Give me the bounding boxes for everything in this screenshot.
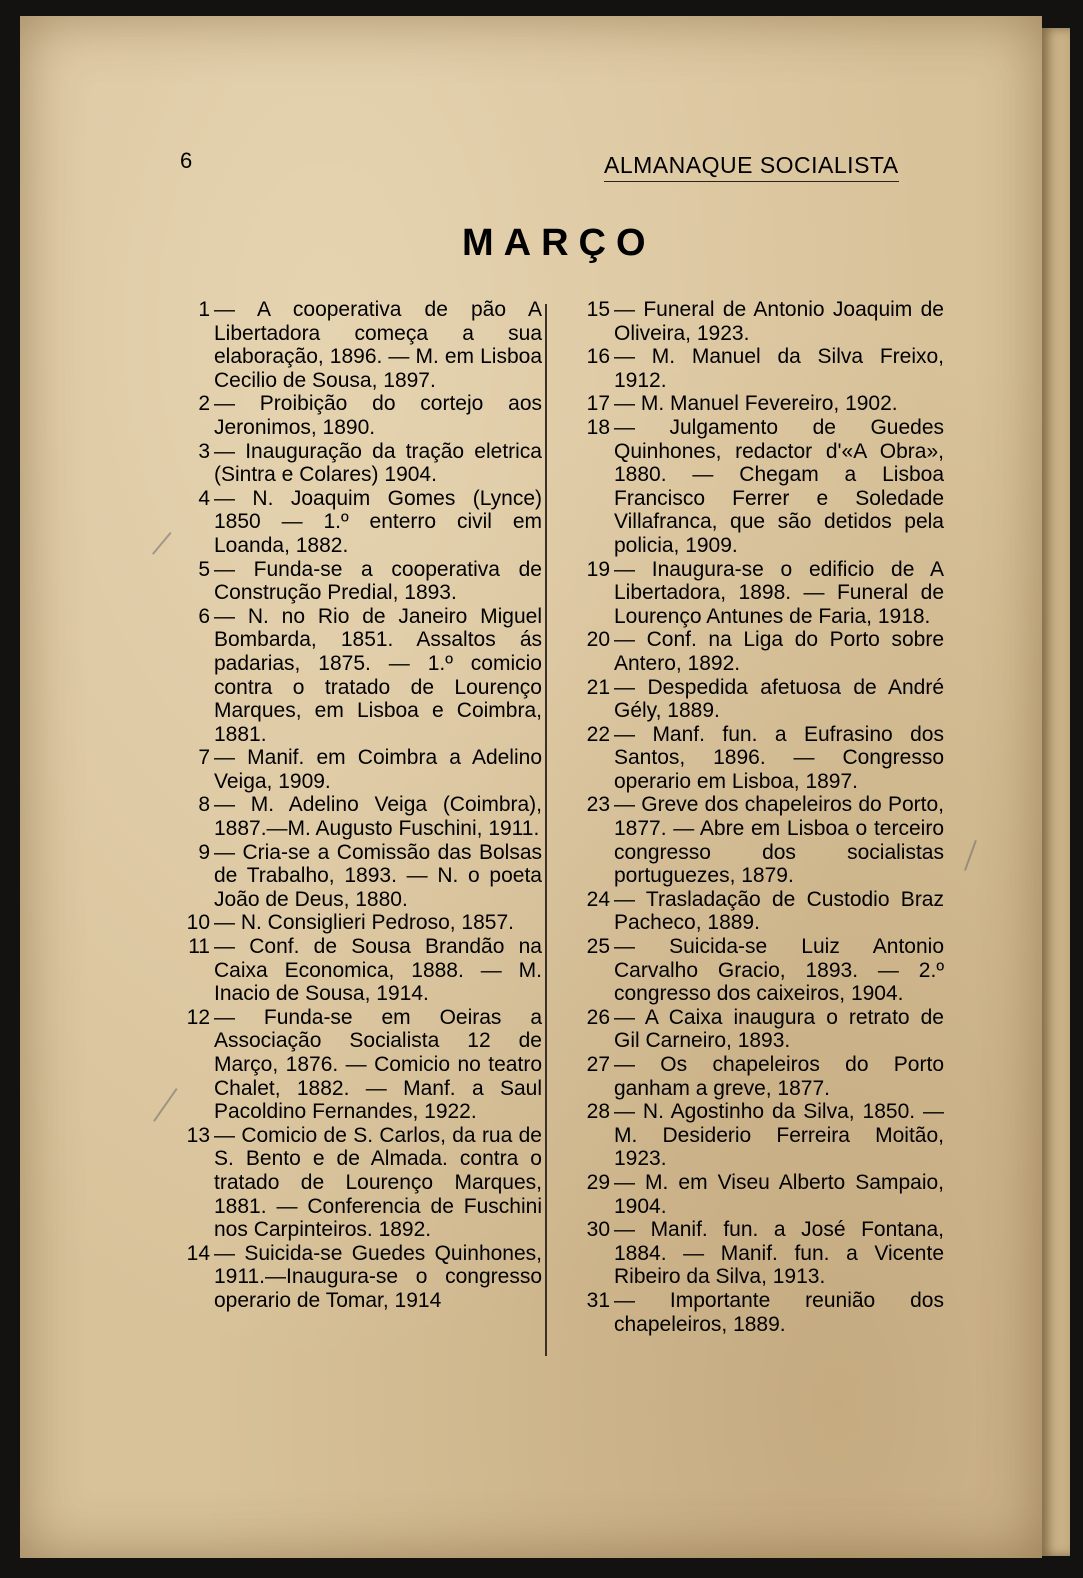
calendar-entry — [166, 392, 542, 439]
entry-text: — Despedida afetuosa de André Gély, 1889. — [614, 675, 944, 723]
entry-day: 18 — [586, 415, 610, 439]
entry-day: 7 — [198, 746, 210, 770]
entry-text: — Funda-se a cooperativa de Construção Predial, 1893. — [214, 557, 542, 605]
entry-text: — N. Joaquim Gomes (Lynce) 1850 — 1.º enterro civil em Loanda, 1882. — [214, 486, 542, 557]
entry-day: 26 — [586, 1005, 610, 1029]
calendar-entry — [166, 605, 542, 747]
entry-day: 2 — [198, 392, 210, 416]
calendar-entry — [566, 1006, 944, 1053]
calendar-entry — [566, 1053, 944, 1100]
entry-day: 14 — [186, 1241, 210, 1265]
entry-text: — Conf. de Sousa Brandão na Caixa Economica, 1888. — M. Inacio de Sousa, 1914. — [214, 935, 542, 1006]
entry-day: 6 — [198, 604, 210, 628]
entry-day: 22 — [586, 722, 610, 746]
entry-day: 13 — [186, 1123, 210, 1147]
entry-text: — M. Manuel da Silva Freixo, 1912. — [614, 345, 944, 392]
calendar-entry — [566, 1100, 944, 1171]
entry-day: 1 — [198, 298, 210, 321]
right-column — [566, 298, 944, 1336]
calendar-entry — [166, 746, 542, 793]
entry-text: — M. em Viseu Alberto Sampaio, 1904. — [614, 1170, 944, 1218]
calendar-entry — [566, 558, 944, 629]
entry-text: — Funeral de Antonio Joaquim de Oliveira, 1923. — [614, 298, 944, 345]
calendar-entry — [566, 935, 944, 1006]
entry-day: 10 — [186, 911, 210, 935]
entry-day: 21 — [586, 675, 610, 699]
calendar-entry — [166, 487, 542, 558]
entry-day: 17 — [586, 392, 610, 416]
entry-text: — N. no Rio de Janeiro Miguel Bombarda, 1851. Assaltos ás padarias, 1875. — 1.º comicio contra o tratado de Lourenço Marques, em Lisboa e Coimbra, 1881. — [214, 604, 542, 746]
calendar-entry — [566, 416, 944, 558]
entry-day: 8 — [198, 793, 210, 817]
entry-text: — Importante reunião dos chapeleiros, 1889. — [614, 1288, 944, 1336]
calendar-entry — [566, 298, 944, 345]
entry-text: — Julgamento de Guedes Quinhones, redactor d'«A Obra», 1880. — Chegam a Lisboa Francisco Ferrer e Soledade Villafranca, que são detidos pela policia, 1909. — [614, 415, 944, 557]
entry-day: 16 — [586, 345, 610, 369]
entry-text: — Inaugura-se o edificio de A Libertadora, 1898. — Funeral de Lourenço Antunes de Faria, 1918. — [614, 557, 944, 628]
calendar-entry — [166, 1242, 542, 1313]
entry-text: — Funda-se em Oeiras a Associação Socialista 12 de Março, 1876. — Comicio no teatro Chalet, 1882. — Manf. a Saul Pacoldino Fernandes, 1922. — [214, 1005, 542, 1124]
calendar-entry — [166, 440, 542, 487]
calendar-entry — [566, 392, 944, 416]
entry-day: 31 — [586, 1288, 610, 1312]
calendar-entry — [566, 1171, 944, 1218]
page-edge — [1042, 28, 1070, 1556]
entry-text: — Cria-se a Comissão das Bolsas de Trabalho, 1893. — N. o poeta João de Deus, 1880. — [214, 840, 542, 911]
calendar-entry — [566, 628, 944, 675]
entry-day: 25 — [586, 935, 610, 959]
entry-day: 23 — [586, 793, 610, 817]
entry-text: — M. Adelino Veiga (Coimbra), 1887.—M. Augusto Fuschini, 1911. — [214, 793, 542, 841]
page-number: 6 — [180, 148, 193, 173]
entry-day: 28 — [586, 1100, 610, 1124]
calendar-entry — [166, 935, 542, 1006]
column-divider — [545, 304, 547, 1356]
entry-text: — Suicida-se Guedes Quinhones, 1911.—Inaugura-se o congresso operario de Tomar, 1914 — [214, 1241, 542, 1312]
entry-day: 5 — [198, 557, 210, 581]
entry-text: — Manf. fun. a Eufrasino dos Santos, 1896. — Congresso operario em Lisboa, 1897. — [614, 722, 944, 793]
entry-day: 3 — [198, 439, 210, 463]
entry-text: — Conf. na Liga do Porto sobre Antero, 1892. — [614, 628, 944, 675]
running-title: ALMANAQUE SOCIALISTA — [604, 152, 899, 182]
calendar-entry — [166, 1006, 542, 1124]
entry-day: 27 — [586, 1053, 610, 1076]
calendar-entry — [166, 1124, 542, 1242]
calendar-entry — [566, 345, 944, 392]
entry-day: 15 — [586, 298, 610, 321]
entry-text: — Inauguração da tração eletrica (Sintra e Colares) 1904. — [214, 439, 542, 487]
entry-text: — Trasladação de Custodio Braz Pacheco, 1889. — [614, 887, 944, 935]
entry-day: 20 — [586, 628, 610, 652]
entry-day: 12 — [186, 1005, 210, 1029]
entry-text: — Suicida-se Luiz Antonio Carvalho Gracio, 1893. — 2.º congresso dos caixeiros, 1904. — [614, 935, 944, 1006]
calendar-entry — [166, 298, 542, 392]
calendar-entry — [566, 676, 944, 723]
calendar-entry — [566, 723, 944, 794]
entry-day: 29 — [586, 1170, 610, 1194]
calendar-entry — [566, 793, 944, 887]
entry-day: 4 — [198, 486, 210, 510]
entry-day: 19 — [586, 557, 610, 581]
calendar-entry — [166, 841, 542, 912]
calendar-entry — [166, 793, 542, 840]
entry-day: 9 — [198, 840, 210, 864]
entry-text: — Comicio de S. Carlos, da rua de S. Bento e de Almada. contra o tratado de Lourenço Marques, 1881. — Conferencia de Fuschini nos Carpinteiros. 1892. — [214, 1123, 542, 1242]
calendar-entry — [166, 558, 542, 605]
month-title: MARÇO — [462, 222, 656, 264]
entry-text: — Manif. fun. a José Fontana, 1884. — Manif. fun. a Vicente Ribeiro da Silva, 1913. — [614, 1218, 944, 1289]
entry-day: 11 — [188, 935, 210, 959]
entry-day: 24 — [586, 887, 610, 911]
entry-day: 30 — [586, 1218, 610, 1242]
entry-text: — Manif. em Coimbra a Adelino Veiga, 1909. — [214, 746, 542, 793]
entry-text: — A Caixa inaugura o retrato de Gil Carneiro, 1893. — [614, 1005, 944, 1053]
calendar-entry — [566, 1218, 944, 1289]
entry-text: — M. Manuel Fevereiro, 1902. — [614, 392, 898, 416]
entry-text: — Proibição do cortejo aos Jeronimos, 1890. — [214, 392, 542, 439]
entry-text: — N. Consiglieri Pedroso, 1857. — [214, 911, 514, 935]
entry-text: — A cooperativa de pão A Libertadora começa a sua elaboração, 1896. — M. em Lisboa Cecilio de Sousa, 1897. — [214, 298, 542, 392]
left-column — [166, 298, 542, 1313]
calendar-entry — [166, 911, 542, 935]
entry-text: — Os chapeleiros do Porto ganham a greve, 1877. — [614, 1053, 944, 1100]
entry-text: — N. Agostinho da Silva, 1850. — M. Desiderio Ferreira Moitão, 1923. — [614, 1100, 944, 1171]
entry-text: — Greve dos chapeleiros do Porto, 1877. — Abre em Lisboa o terceiro congresso dos socialistas portuguezes, 1879. — [614, 793, 944, 888]
calendar-entry — [566, 888, 944, 935]
calendar-entry — [566, 1289, 944, 1336]
